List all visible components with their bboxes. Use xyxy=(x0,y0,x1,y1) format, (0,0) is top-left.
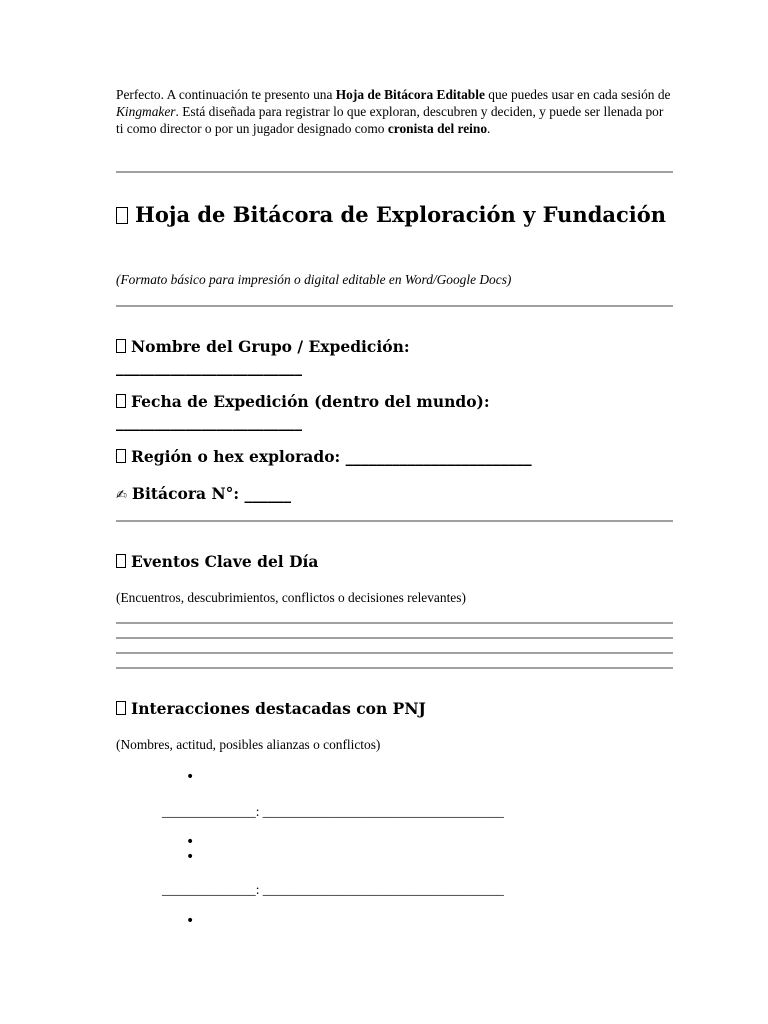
write-line[interactable] xyxy=(116,622,673,624)
page-title-text: Hoja de Bitácora de Exploración y Fundación xyxy=(135,202,667,227)
field-region-blank[interactable]: ________________________ xyxy=(345,447,532,466)
field-log-label: Bitácora N°: xyxy=(131,484,240,503)
write-line[interactable] xyxy=(116,637,673,639)
list-bullet: • xyxy=(186,849,195,865)
write-line[interactable] xyxy=(116,667,673,669)
intro-italic-kingmaker: Kingmaker xyxy=(116,104,176,119)
field-date-blank[interactable]: ________________________ xyxy=(116,412,302,431)
writing-hand-icon: ✍ xyxy=(116,488,127,503)
field-group-label: Nombre del Grupo / Expedición: xyxy=(131,337,410,356)
npc-entry-line[interactable]: ______________: ____________________________________ xyxy=(162,804,504,819)
section-npc-note: (Nombres, actitud, posibles alianzas o conflictos) xyxy=(116,737,381,752)
field-log-number xyxy=(116,481,291,509)
field-region-label: Región o hex explorado: xyxy=(131,447,341,466)
intro-text: que puedes usar en cada sesión de xyxy=(484,87,671,102)
horizontal-rule xyxy=(116,305,673,307)
field-date-label: Fecha de Expedición (dentro del mundo): xyxy=(131,392,490,411)
section-npc-title: Interacciones destacadas con PNJ xyxy=(131,699,426,718)
intro-bold-editable: Hoja de Bitácora Editable xyxy=(335,87,485,102)
intro-text: . xyxy=(487,121,491,136)
intro-text: Perfecto. A continuación te presento una xyxy=(116,87,336,102)
list-bullet: • xyxy=(186,834,195,850)
section-events-heading xyxy=(116,549,318,575)
section-npc-heading xyxy=(116,696,426,722)
star-icon xyxy=(116,554,126,568)
write-line[interactable] xyxy=(116,652,673,654)
list-bullet: • xyxy=(186,769,195,785)
list-bullet: • xyxy=(186,913,195,929)
flag-icon xyxy=(116,339,126,353)
page-subtitle: (Formato básico para impresión o digital editable en Word/Google Docs) xyxy=(116,272,512,287)
people-icon xyxy=(116,701,126,715)
map-icon xyxy=(116,449,126,463)
section-events-note: (Encuentros, descubrimientos, conflictos o decisiones relevantes) xyxy=(116,590,466,605)
field-group-blank[interactable]: ________________________ xyxy=(116,357,302,376)
page-title xyxy=(116,202,673,228)
horizontal-rule xyxy=(116,171,673,173)
intro-text: . Está diseñada para registrar lo que exploran, descubren y deciden, y puede ser llenada por ti como director o por un jugador designado como xyxy=(116,104,664,136)
calendar-icon xyxy=(116,394,126,408)
section-events-title: Eventos Clave del Día xyxy=(131,552,319,571)
npc-entry-line[interactable]: ______________: ____________________________________ xyxy=(162,882,504,897)
intro-bold-cronista: cronista del reino xyxy=(387,121,488,136)
field-log-blank[interactable]: ______ xyxy=(244,484,292,503)
book-icon xyxy=(116,207,128,224)
horizontal-rule xyxy=(116,520,673,522)
intro-paragraph xyxy=(116,86,673,137)
field-region xyxy=(116,444,532,470)
